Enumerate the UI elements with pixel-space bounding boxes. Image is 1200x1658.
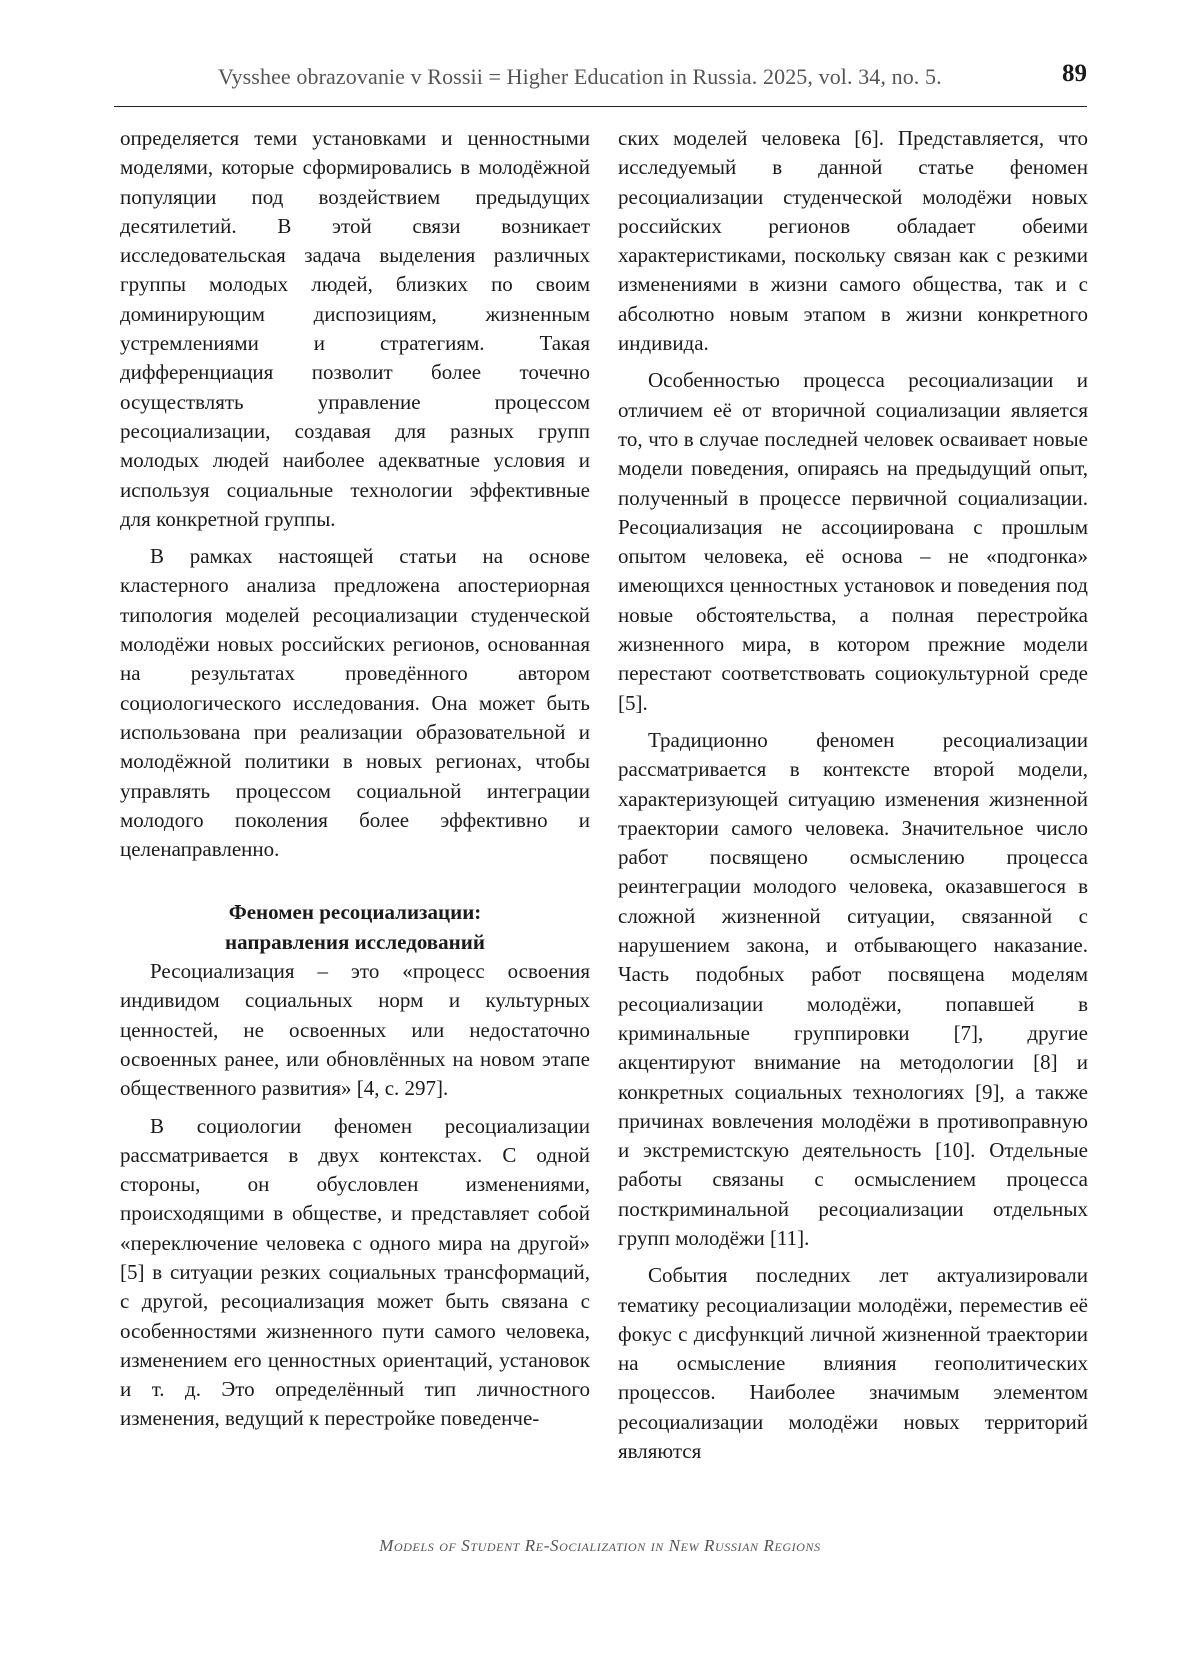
running-footer: Models of Student Re-Socialization in New Russian Regions (379, 1536, 821, 1555)
section-heading (120, 898, 590, 957)
paragraph: События последних лет актуализировали тематику ресоциализации молодёжи, переместив её фокус с дисфункций личной жизненной траектории на осмысление влияния геополитических процессов. Наиболее значимым элементом ресоциализации молодёжи новых территорий являются (618, 1263, 1088, 1464)
paragraph: В социологии феномен ресоциализации рассматривается в двух контекстах. С одной стороны, он обусловлен изменениями, происходящими в обществе, и представляет собой «переключение человека с одного мира на другой» [5] в ситуации резких социальных трансформаций, с другой, ресоциализация может быть связана с особенностями жизненного пути самого человека, изменением его ценностных ориентаций, установок и т. д. Это определённый тип личностного изменения, ведущий к перестройке поведенче- (120, 1113, 590, 1431)
page-header (114, 58, 1087, 107)
paragraph: Ресоциализация – это «процесс освоения индивидом социальных норм и культурных ценностей, не освоенных или недостаточно освоенных ранее, или обновлённых на новом этапе общественного развития» [4, с. 297]. (120, 959, 590, 1101)
paragraph: ских моделей человека [6]. Представляется, что исследуемый в данной статье феномен ресоциализации студенческой молодёжи новых российских регионов обладает обеими характеристиками, поскольку связан как с резкими изменениями в жизни самого общества, так и с абсолютно новым этапом в жизни конкретного индивида. (618, 126, 1088, 356)
left-column (120, 124, 590, 1442)
page-number: 89 (1062, 60, 1087, 87)
section-heading-line: Феномен ресоциализации: (228, 900, 482, 925)
journal-reference: Vysshee obrazovanie v Rossii = Higher Education in Russia. 2025, vol. 34, no. 5. (218, 64, 942, 89)
paragraph: В рамках настоящей статьи на основе кластерного анализа предложена апостериорная типология моделей ресоциализации студенческой молодёжи новых российских регионов, основанная на результатах проведённого автором социологического исследования. Она может быть использована при реализации образовательной и молодёжной политики в новых регионах, чтобы управлять процессом социальной интеграции молодого поколения более эффективно и целенаправленно. (120, 544, 590, 862)
section-heading-line: направления исследований (225, 929, 485, 954)
paragraph: определяется теми установками и ценностными моделями, которые сформировались в молодёжной популяции под воздействием предыдущих десятилетий. В этой связи возникает исследовательская задача выделения различных группы молодых людей, близких по своим доминирующим диспозициям, жизненным устремлениями и стратегиям. Такая дифференциация позволит более точечно осуществлять управление процессом ресоциализации, создавая для разных групп молодых людей наиболее адекватные условия и используя социальные технологии эффективные для конкретной группы. (120, 126, 590, 531)
paragraph: Традиционно феномен ресоциализации рассматривается в контексте второй модели, характеризующей ситуацию изменения жизненной траектории самого человека. Значительное число работ посвящено осмыслению процесса реинтеграции молодого человека, оказавшегося в сложной жизненной ситуации, связанной с нарушением закона, и отбывающего наказание. Часть подобных работ посвящена моделям ресоциализации молодёжи, попавшей в криминальные группировки [7], другие акцентируют внимание на методологии [8] и конкретных социальных технологиях [9], а также причинах вовлечения молодёжи в противоправную и экстремистскую деятельность [10]. Отдельные работы связаны с осмыслением процесса посткриминальной ресоциализации отдельных групп молодёжи [11]. (618, 727, 1088, 1250)
paragraph: Особенностью процесса ресоциализации и отличием её от вторичной социализации является то, что в случае последней человек осваивает новые модели поведения, опираясь на предыдущий опыт, полученный в процессе первичной социализации. Ресоциализация не ассоциирована с прошлым опытом человека, её основа – не «подгонка» имеющихся ценностных установок и поведения под новые обстоятельства, а полная перестройка жизненного мира, в котором прежние модели перестают соответствовать социокультурной среде [5]. (618, 368, 1088, 715)
right-column (618, 124, 1088, 1474)
